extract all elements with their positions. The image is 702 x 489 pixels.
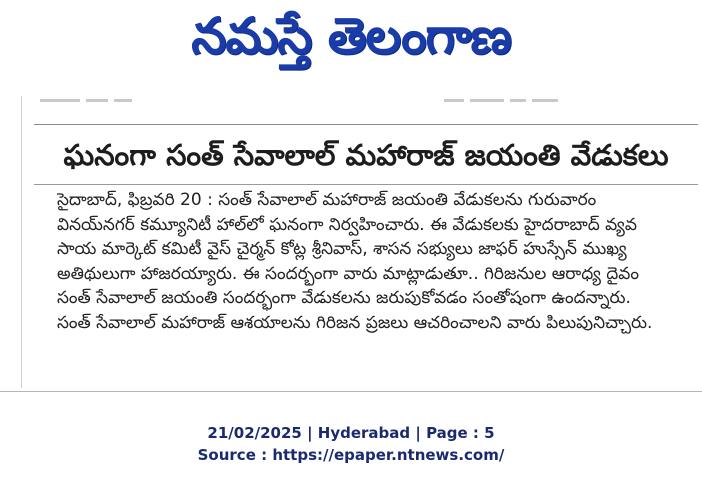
article-line: సాయ మార్కెట్ కమిటీ వైస్ చైర్మన్ కోట్ల శ్రీనివాస్, శాసన సభ్యులు జాఫర్ హుస్సేన్ ముఖ్య [57,239,627,259]
article-line: సైదాబాద్, ఫిబ్రవరి 20 : సంత్ సేవాలాల్ మహారాజ్ జయంతి వేడుకలను గురువారం [57,190,597,210]
masthead-logo-text: నమస్తే తెలంగాణ [191,7,511,65]
article-line: సంత్ సేవాలాల్ జయంతి సందర్భంగా వేడుకలను జరుపుకోవడం సంతోషంగా ఉందన్నారు. [57,288,631,308]
article-headline: ఘనంగా సంత్ సేవాలాల్ మహారాజ్ జయంతి వేడుకలు [63,138,669,172]
article-line: సంత్ సేవాలాల్ మహారాజ్ ఆశయాలను గిరిజన ప్రజలు ఆచరించాలని వారు పిలుపునిచ్చారు. [57,312,653,333]
newspaper-masthead [0,0,702,78]
article-line: అతిథులుగా హాజరయ్యారు. ఈ సందర్భంగా వారు మాట్లాడుతూ.. గిరిజనుల ఆరాధ్య దైవం [57,263,639,284]
source-link-text: Source : https://epaper.ntnews.com/ [197,446,505,464]
headline-bottom-rule [34,184,698,185]
article-body [57,188,689,335]
article-line: వినయ్‌నగర్ కమ్యూనిటీ హాల్‌లో ఘనంగా నిర్వహించారు. ఈ వేడుకలకు హైదరాబాద్ వ్యవ [57,214,637,235]
headline-top-rule [34,124,698,125]
clipping-left-edge [21,96,22,388]
cropped-previous-text-fragment [40,96,620,104]
edition-info: 21/02/2025 | Hyderabad | Page : 5 [207,424,495,442]
footer-divider [0,391,702,392]
footer-caption [0,422,702,466]
